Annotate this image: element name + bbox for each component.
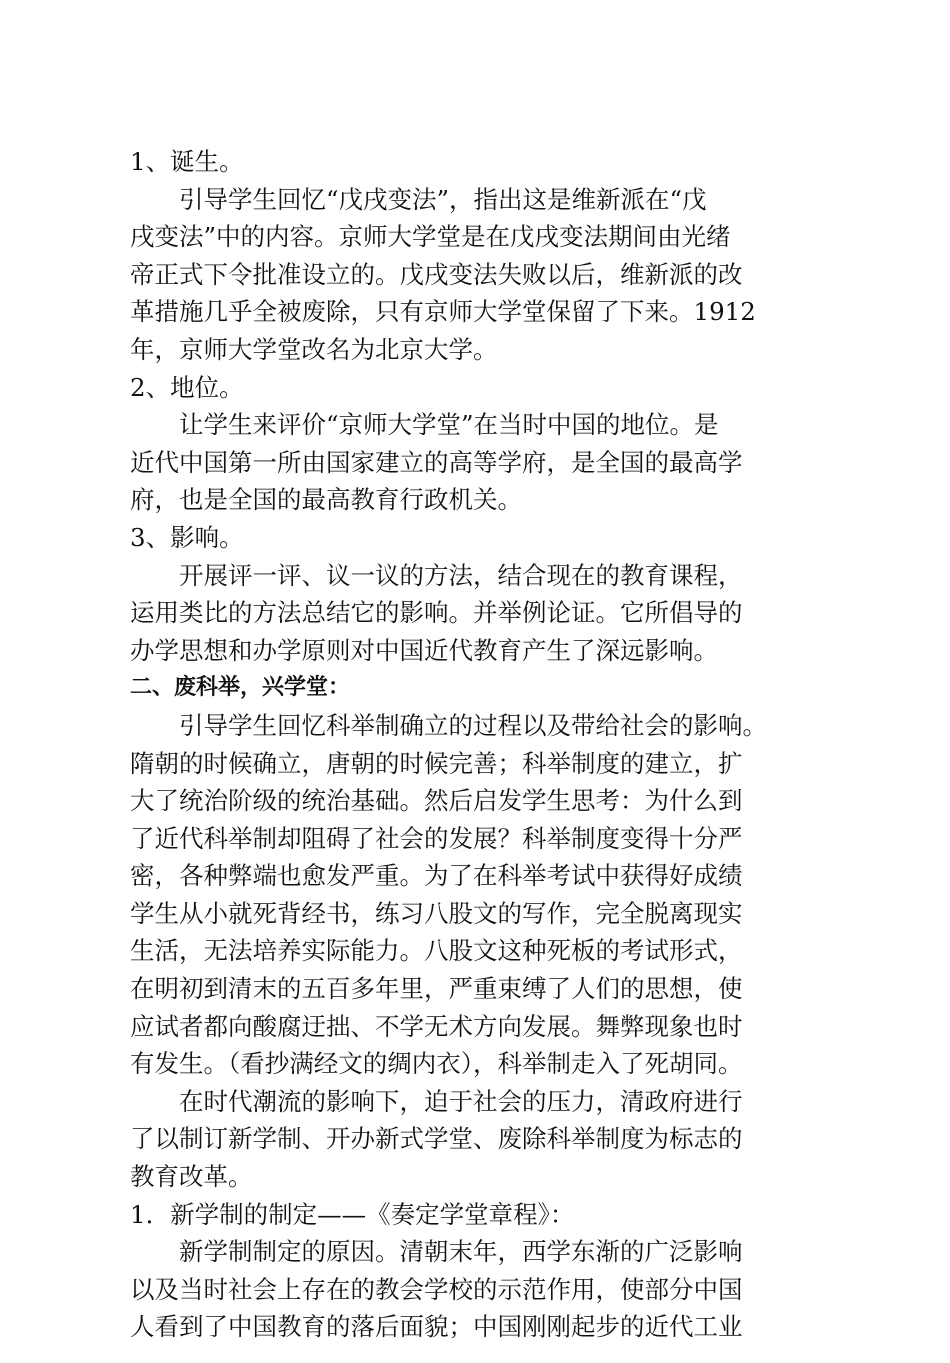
document-body xyxy=(130,143,830,1346)
heading-status: 2、地位。 xyxy=(130,372,244,402)
paragraph-line: 戌变法”中的内容。京师大学堂是在戊戌变法期间由光绪 xyxy=(130,222,731,252)
paragraph-line: 帝正式下令批准设立的。戊戌变法失败以后，维新派的改 xyxy=(130,259,743,289)
paragraph-line: 隋朝的时候确立，唐朝的时候完善；科举制度的建立，扩 xyxy=(130,748,743,778)
paragraph-line: 运用类比的方法总结它的影响。并举例论证。它所倡导的 xyxy=(130,598,743,628)
paragraph-line: 以及当时社会上存在的教会学校的示范作用，使部分中国 xyxy=(130,1274,743,1304)
subheading-new-system: 1．新学制的制定——《奏定学堂章程》： xyxy=(130,1199,575,1229)
paragraph-line: 革措施几乎全被废除，只有京师大学堂保留了下来。1912 xyxy=(130,297,756,327)
paragraph-line: 了近代科举制却阻碍了社会的发展？科举制度变得十分严 xyxy=(130,823,743,853)
paragraph-line: 府，也是全国的最高教育行政机关。 xyxy=(130,485,522,515)
paragraph-line: 大了统治阶级的统治基础。然后启发学生思考：为什么到 xyxy=(130,786,743,816)
paragraph-line: 密，各种弊端也愈发严重。为了在科举考试中获得好成绩 xyxy=(130,861,743,891)
paragraph-line: 了以制订新学制、开办新式学堂、废除科举制度为标志的 xyxy=(130,1124,743,1154)
paragraph-line: 应试者都向酸腐迂拙、不学无术方向发展。舞弊现象也时 xyxy=(130,1011,743,1041)
paragraph-line: 学生从小就死背经书，练习八股文的写作，完全脱离现实 xyxy=(130,898,743,928)
paragraph-line: 引导学生回忆“戊戌变法”，指出这是维新派在“戊 xyxy=(179,184,707,214)
paragraph-line: 在时代潮流的影响下，迫于社会的压力，清政府进行 xyxy=(179,1086,743,1116)
paragraph-line: 近代中国第一所由国家建立的高等学府，是全国的最高学 xyxy=(130,447,743,477)
paragraph-line: 生活，无法培养实际能力。八股文这种死板的考试形式， xyxy=(130,936,743,966)
heading-birth: 1、诞生。 xyxy=(130,147,244,176)
paragraph-line: 教育改革。 xyxy=(130,1162,253,1192)
paragraph-line: 年，京师大学堂改名为北京大学。 xyxy=(130,334,498,364)
paragraph-line: 在明初到清末的五百多年里，严重束缚了人们的思想，使 xyxy=(130,974,743,1004)
heading-influence: 3、影响。 xyxy=(130,522,244,552)
paragraph-line: 开展评一评、议一议的方法，结合现在的教育课程， xyxy=(179,560,743,590)
paragraph-line: 办学思想和办学原则对中国近代教育产生了深远影响。 xyxy=(130,635,718,665)
paragraph-line: 新学制制定的原因。清朝末年，西学东渐的广泛影响 xyxy=(179,1237,743,1267)
paragraph-line: 让学生来评价“京师大学堂”在当时中国的地位。是 xyxy=(179,410,719,440)
section-heading: 二、废科举，兴学堂： xyxy=(130,675,351,701)
paragraph-line: 人看到了中国教育的落后面貌；中国刚刚起步的近代工业 xyxy=(130,1312,743,1342)
paragraph-line: 引导学生回忆科举制确立的过程以及带给社会的影响。 xyxy=(179,710,767,740)
paragraph-line: 有发生。（看抄满经文的绸内衣），科举制走入了死胡同。 xyxy=(130,1049,743,1079)
